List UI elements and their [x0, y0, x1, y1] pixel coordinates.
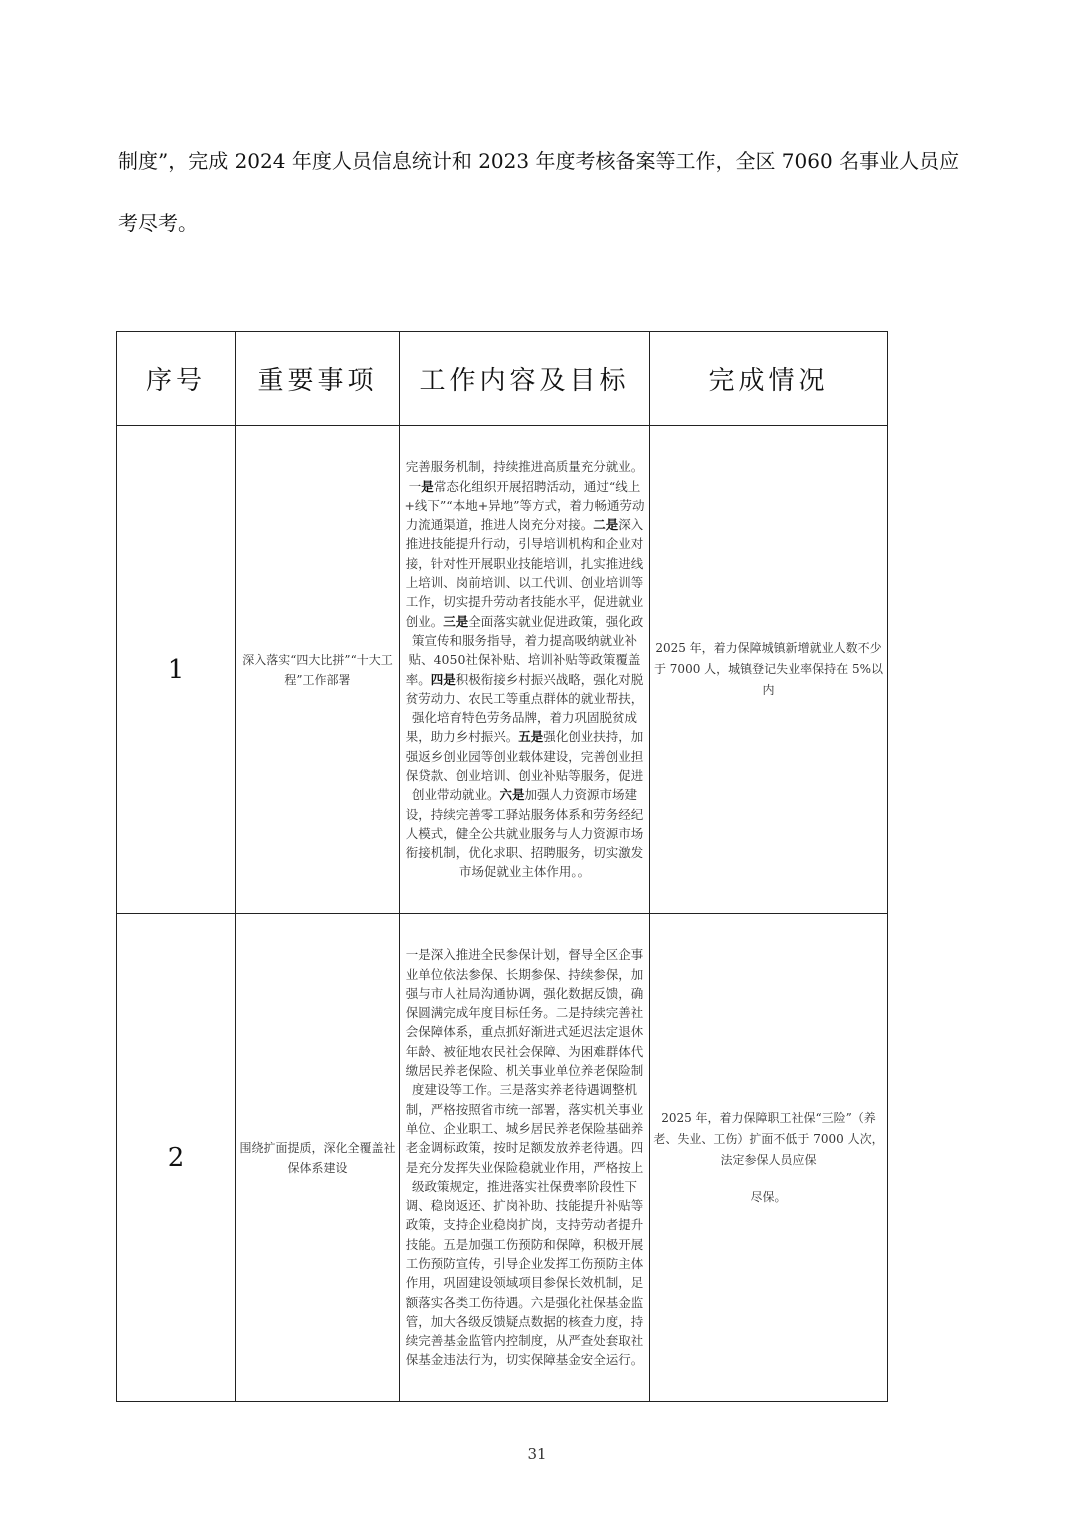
content-segment: 加强人力资源市场建设，持续完善零工驿站服务体系和劳务经纪人模式，健全公共就业服务与人力资源市场衔接机制，优化求职、招聘服务，切实激发市场促就业主体作用。。	[405, 787, 644, 880]
result-line: 2025 年，着力保障职工社保“三险”（养老、失业、工伤）扩面不低于 7000 人次，法定参保人员应保	[653, 1110, 884, 1167]
content-segment-bold: 四是	[430, 671, 456, 687]
content-segment: 完善服务机制，持续推进高质量充分就业。一	[405, 459, 644, 494]
content-segment: 强化创业扶持，加强返乡创业园等创业载体建设，完善创业担保贷款、创业培训、创业补贴等服务，促进创业带动就业。	[405, 729, 644, 803]
content-segment-bold: 六是	[499, 787, 525, 803]
result-line: 尽保。	[750, 1189, 787, 1204]
header-content: 工作内容及目标	[400, 332, 650, 426]
row-item: 围绕扩面提质，深化全覆盖社保体系建设	[236, 914, 400, 1402]
content-segment: 常态化组织开展招聘活动，通过“线上+线下”“本地+异地”等方式，着力畅通劳动力流通渠道，推进人岗充分对接。	[404, 478, 645, 533]
work-plan-table	[116, 331, 888, 1402]
page-number: 31	[527, 1445, 547, 1463]
row-content	[400, 426, 650, 914]
content-segment: 积极衔接乡村振兴战略，强化对脱贫劳动力、农民工等重点群体的就业帮扶，强化培育特色劳务品牌，着力巩固脱贫成果，助力乡村振兴。	[405, 671, 644, 745]
content-segment-bold: 二是	[593, 517, 619, 533]
intro-paragraph: 制度”，完成 2024 年度人员信息统计和 2023 年度考核备案等工作，全区 7060 名事业人员应考尽考。	[118, 149, 960, 235]
content-segment-bold: 五是	[518, 729, 544, 745]
content-segment: 深入推进技能提升行动，引导培训机构和企业对接，针对性开展职业技能培训，扎实推进线上培训、岗前培训、以工代训、创业培训等工作，切实提升劳动者技能水平，促进就业创业。	[405, 517, 644, 629]
table-header-row	[117, 332, 888, 426]
row-result: 2025 年，着力保障城镇新增就业人数不少于 7000 人，城镇登记失业率保持在 5%以内	[650, 426, 888, 914]
content-segment-bold: 是	[421, 478, 434, 494]
content-segment: 全面落实就业促进政策，强化政策宣传和服务指导，着力提高吸纳就业补贴、4050社保补贴、培训补贴等政策覆盖率。	[405, 613, 644, 687]
table-row	[117, 914, 888, 1402]
content-segment-bold: 三是	[443, 613, 469, 629]
header-item: 重要事项	[236, 332, 400, 426]
row-index: 1	[117, 426, 236, 914]
table-row	[117, 426, 888, 914]
row-index: 2	[117, 914, 236, 1402]
row-content: 一是深入推进全民参保计划，督导全区企事业单位依法参保、长期参保、持续参保，加强与市人社局沟通协调，强化数据反馈，确保圆满完成年度目标任务。二是持续完善社会保障体系，重点抓好渐进式延迟法定退休年龄、被征地农民社会保障、为困难群体代缴居民养老保险、机关事业单位养老保险制度建设等工作。三是落实养老待遇调整机制，严格按照省市统一部署，落实机关事业单位、企业职工、城乡居民养老保险基础养老金调标政策，按时足额发放养老待遇。四是充分发挥失业保险稳就业作用，严格按上级政策规定，推进落实社保费率阶段性下调、稳岗返还、扩岗补助、技能提升补贴等政策，支持企业稳岗扩岗，支持劳动者提升技能。五是加强工伤预防和保障，积极开展工伤预防宣传，引导企业发挥工伤预防主体作用，巩固建设领域项目参保长效机制，足额落实各类工伤待遇。六是强化社保基金监管，加大各级反馈疑点数据的核查力度，持续完善基金监管内控制度，从严查处套取社保基金违法行为，切实保障基金安全运行。	[400, 914, 650, 1402]
row-item: 深入落实“四大比拼”“十大工程”工作部署	[236, 426, 400, 914]
header-result: 完成情况	[650, 332, 888, 426]
header-index: 序号	[117, 332, 236, 426]
row-result	[650, 914, 888, 1402]
